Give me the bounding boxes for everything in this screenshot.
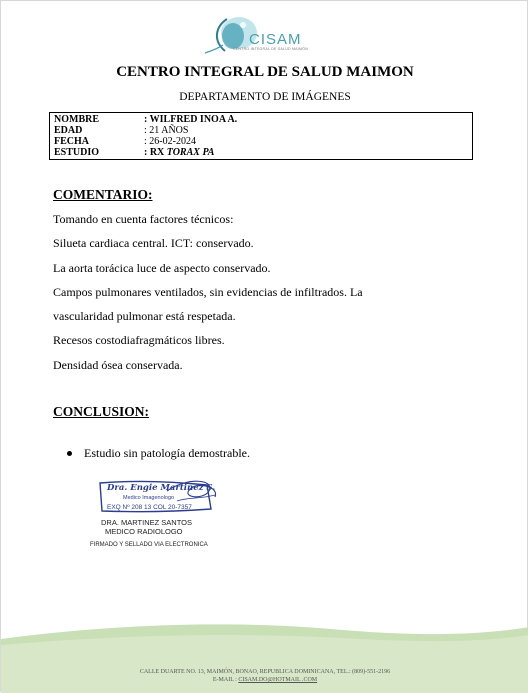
patient-date-row [54,136,468,147]
stamp-doctor-title: Medico Imagenologo [123,495,175,501]
electronic-seal-note: FIRMADO Y SELLADO VIA ELECTRONICA [90,542,208,548]
date-value: : 26-02-2024 [144,136,196,147]
name-label: NOMBRE [54,114,99,125]
doctor-stamp [97,477,221,515]
footer-email-line [1,677,528,683]
report-title: CENTRO INTEGRAL DE SALUD MAIMON [116,64,414,80]
department-name: DEPARTAMENTO DE IMÁGENES [179,91,351,103]
study-value [144,147,214,158]
name-value: : WILFRED INOA A. [144,114,238,125]
age-value: : 21 AÑOS [144,125,189,136]
bullet-icon [67,451,72,456]
study-label: ESTUDIO [54,147,100,158]
comment-line: vascularidad pulmonar está respetada. [53,309,236,324]
cisam-logo [197,11,333,57]
doctor-title: MEDICO RADIOLOGO [105,527,183,536]
conclusion-item [67,446,250,461]
age-label: EDAD [54,125,83,136]
footer-email: CISAM.DO@HOTMAIL .COM [238,677,318,683]
comment-body [53,211,473,381]
date-label: FECHA [54,136,89,147]
comment-line: Silueta cardiaca central. ICT: conservado. [53,236,254,251]
patient-age-row [54,125,468,136]
patient-info-box [49,112,473,160]
stamp-exequatur: EXQ Nº 208 13 COL 20-7357 [107,504,192,511]
comment-line: Campos pulmonares ventilados, sin evidencias de infiltrados. La [53,284,363,299]
stamp-doctor-name: Dra. Engie Martinez S. [107,483,216,493]
footer-email-label: E-MAIL : [212,677,239,683]
logo-subtitle: CENTRO INTEGRAL DE SALUD MAIMÓN [233,47,308,51]
doctor-signature-block [101,518,192,536]
comment-line: Recesos costodiafragmáticos libres. [53,333,225,348]
study-value-prefix: : RX [144,147,167,158]
patient-study-row [54,147,468,158]
comment-line: La aorta torácica luce de aspecto conservado. [53,260,271,275]
logo-name: CISAM [249,31,302,48]
patient-name-row [54,114,468,125]
footer-address: CALLE DUARTE NO. 13, MAIMÓN, BONAO, REPUBLICA DOMINICANA, TEL.: (809)-551-2196 [139,669,391,675]
study-value-italic: TORAX PA [166,147,215,158]
comment-line: Densidad ósea conservada. [53,357,183,372]
conclusion-heading: CONCLUSION: [53,404,150,419]
doctor-name: DRA. MARTINEZ SANTOS [101,518,192,527]
conclusion-text: Estudio sin patología demostrable. [84,446,250,460]
comment-heading: COMENTARIO: [53,187,153,202]
comment-line: Tomando en cuenta factores técnicos: [53,212,234,226]
